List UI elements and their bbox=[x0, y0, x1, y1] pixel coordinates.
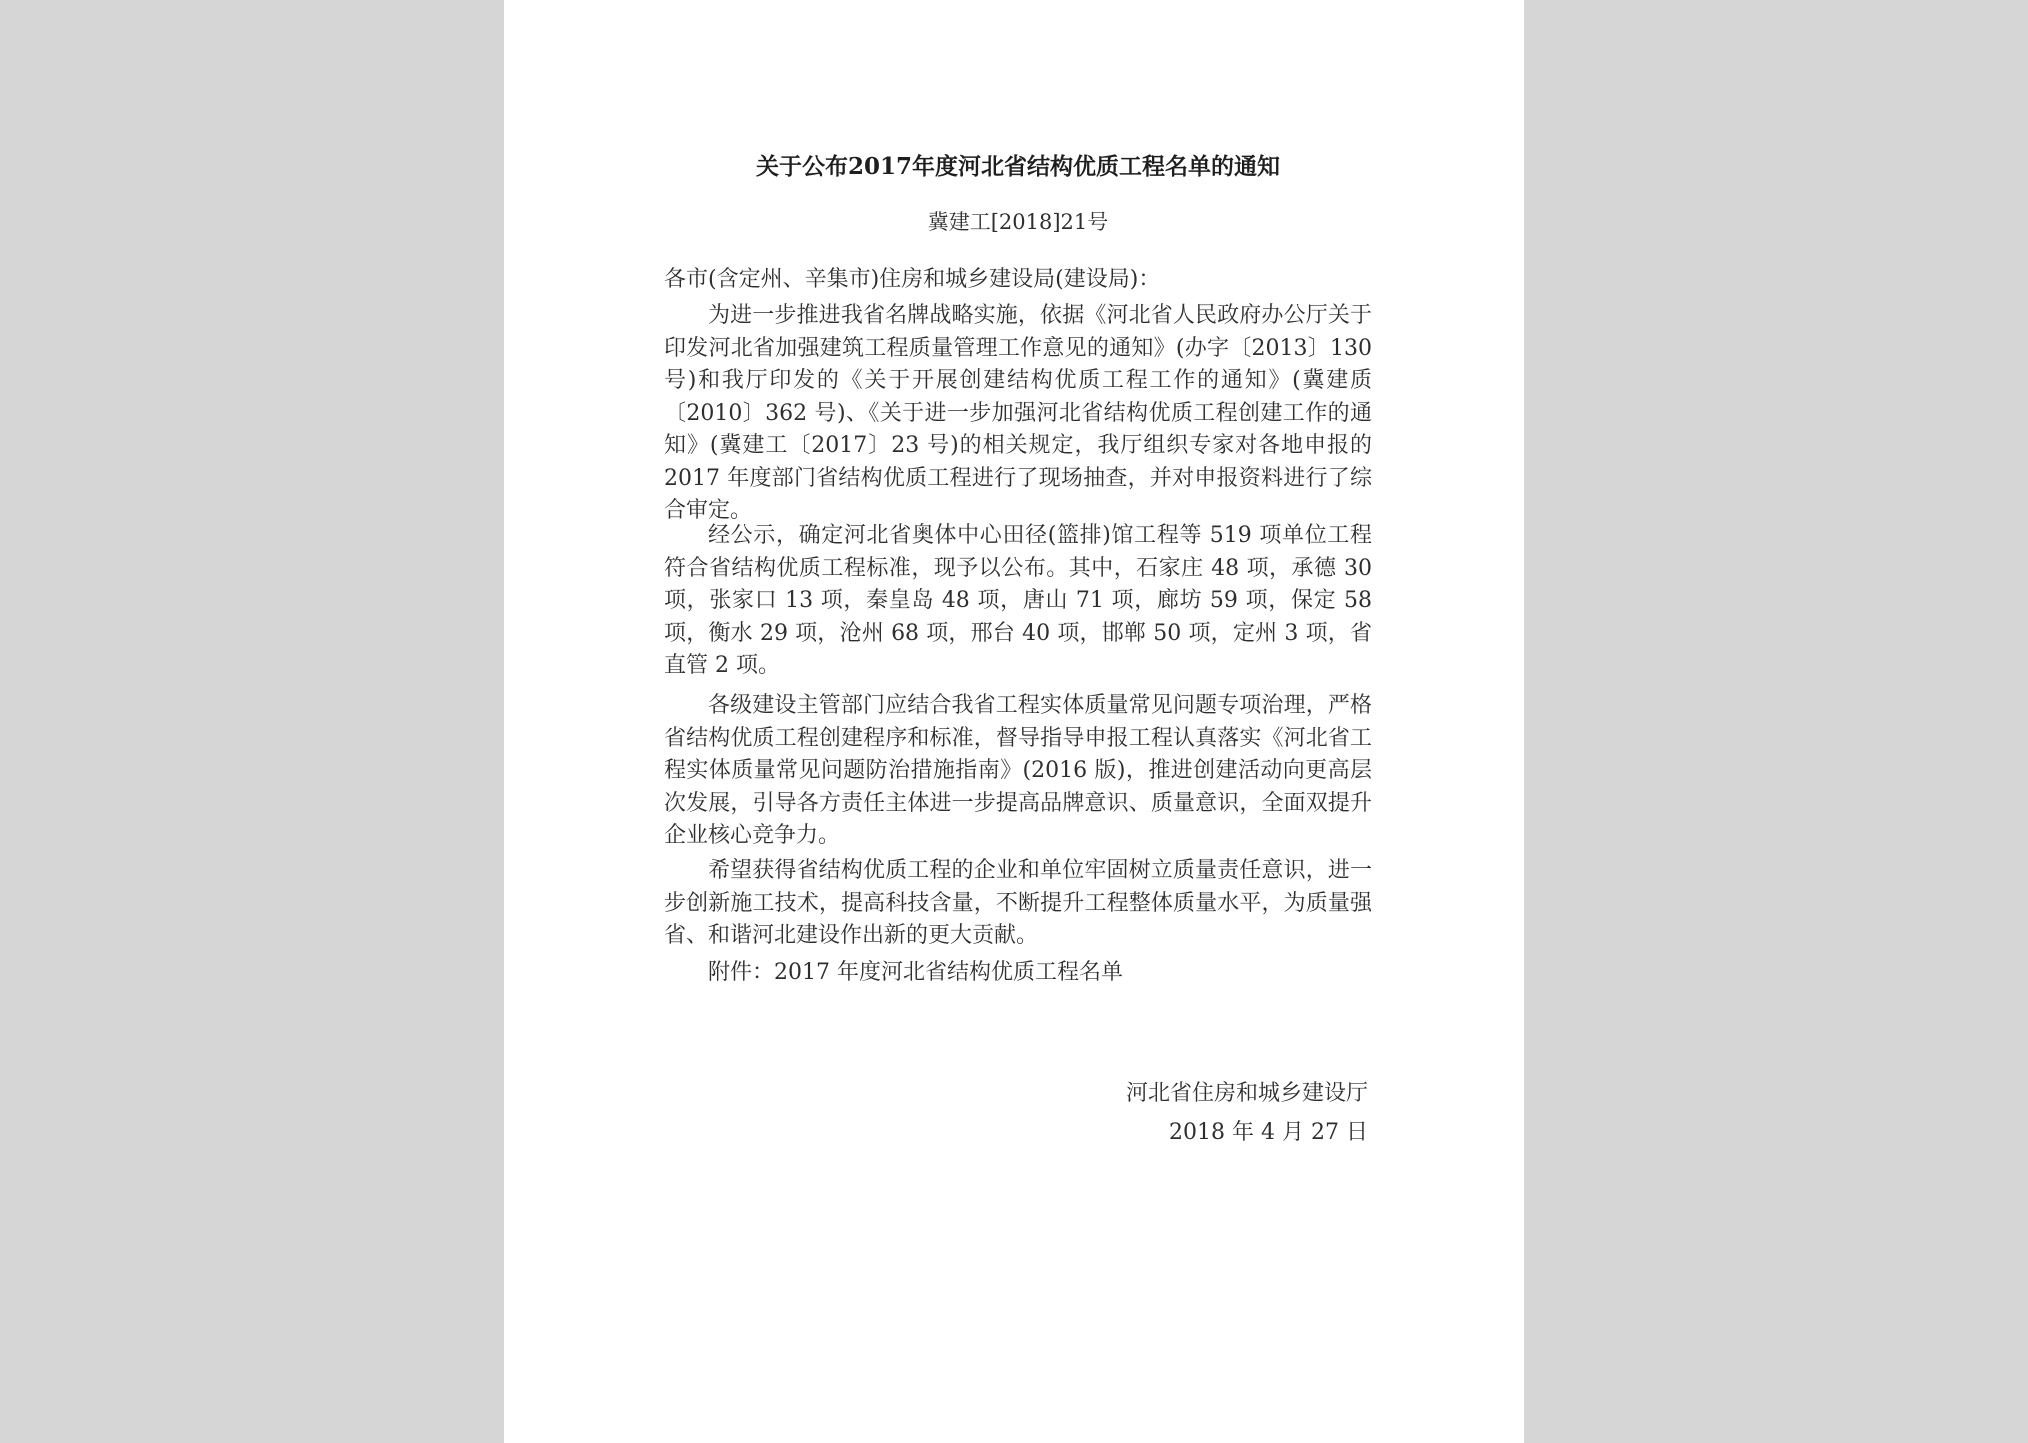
paragraph-3: 各级建设主管部门应结合我省工程实体质量常见问题专项治理，严格省结构优质工程创建程序和标准，督导指导申报工程认真落实《河北省工程实体质量常见问题防治措施指南》(2016 版)，推进创建活动向更高层次发展，引导各方责任主体进一步提高品牌意识、质量意识，全面双提升企业核心竞争力。 bbox=[664, 693, 1372, 848]
signature-organization: 河北省住房和城乡建设厅 bbox=[1125, 1081, 1368, 1106]
paragraph-4: 希望获得省结构优质工程的企业和单位牢固树立质量责任意识，进一步创新施工技术，提高科技含量，不断提升工程整体质量水平，为质量强省、和谐河北建设作出新的更大贡献。 bbox=[664, 858, 1372, 948]
salutation: 各市(含定州、辛集市)住房和城乡建设局(建设局)： bbox=[664, 267, 1161, 292]
attachment-line: 附件：2017 年度河北省结构优质工程名单 bbox=[708, 960, 1123, 985]
signature-date: 2018 年 4 月 27 日 bbox=[1169, 1120, 1368, 1145]
document-page bbox=[504, 0, 1524, 1443]
paragraph-1: 为进一步推进我省名牌战略实施，依据《河北省人民政府办公厅关于印发河北省加强建筑工程质量管理工作意见的通知》(办字〔2013〕130 号)和我厅印发的《关于开展创建结构优质工程工作的通知》(冀建质〔2010〕362 号)、《关于进一步加强河北省结构优质工程创建工作的通知》(冀建工〔2017〕23 号)的相关规定，我厅组织专家对各地申报的 2017 年度部门省结构优质工程进行了现场抽查，并对申报资料进行了综合审定。 bbox=[664, 303, 1372, 523]
document-number: 冀建工[2018]21号 bbox=[927, 210, 1109, 234]
paragraph-2: 经公示，确定河北省奥体中心田径(篮排)馆工程等 519 项单位工程符合省结构优质工程标准，现予以公布。其中，石家庄 48 项，承德 30 项，张家口 13 项，秦皇岛 48 项，唐山 71 项，廊坊 59 项，保定 58 项，衡水 29 项，沧州 68 项，邢台 40 项，邯郸 50 项，定州 3 项，省直管 2 项。 bbox=[664, 523, 1372, 678]
document-title: 关于公布2017年度河北省结构优质工程名单的通知 bbox=[755, 153, 1280, 180]
